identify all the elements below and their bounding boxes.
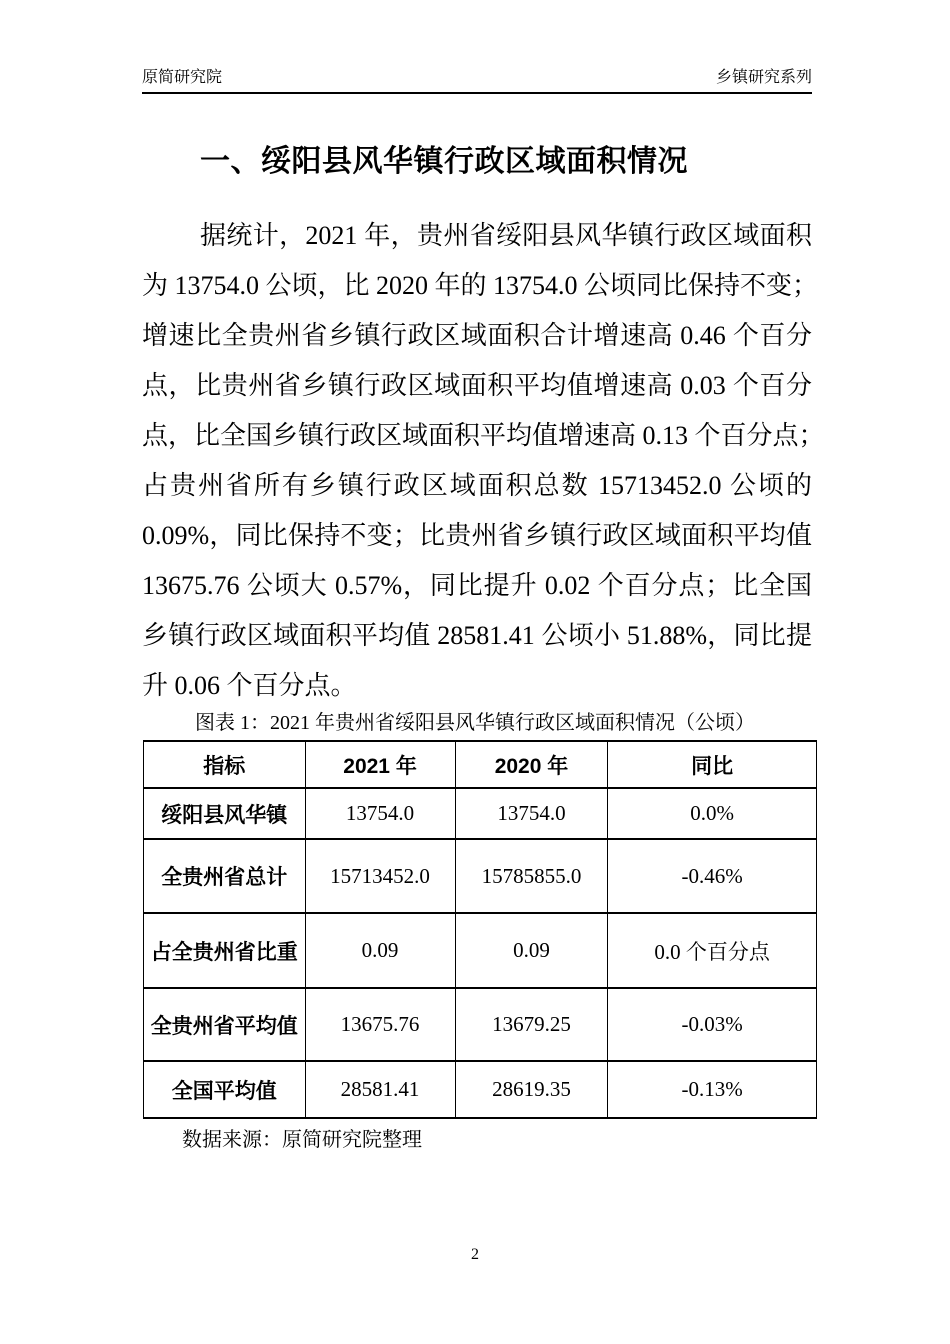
row-label: 全国平均值 [144,1061,306,1118]
paragraph-line: 为 13754.0 公顷，比 2020 年的 13754.0 公顷同比保持不变； [142,271,819,300]
cell-value-2021: 15713452.0 [305,839,455,913]
row-label: 全贵州省总计 [144,839,306,913]
table-row [144,913,817,988]
cell-value-2020: 15785855.0 [455,839,608,913]
table-row [144,988,817,1061]
paragraph-line: 点，比贵州省乡镇行政区域面积平均值增速高 0.03 个百分 [142,371,812,400]
section-title: 一、绥阳县风华镇行政区域面积情况 [200,145,688,178]
row-label: 占全贵州省比重 [144,913,306,988]
cell-value-2020: 13679.25 [455,988,608,1061]
running-header [142,64,812,94]
col-header-2021: 2021 年 [305,741,455,788]
page-number: 2 [471,1246,479,1263]
body-paragraph [142,211,825,711]
paragraph-line: 占贵州省所有乡镇行政区域面积总数 15713452.0 公顷的 [142,471,812,500]
cell-value-yoy: -0.46% [608,839,817,913]
paragraph-line: 0.09%，同比保持不变；比贵州省乡镇行政区域面积平均值 [142,521,812,550]
table-row [144,1061,817,1118]
paragraph-line: 13675.76 公顷大 0.57%，同比提升 0.02 个百分点；比全国 [142,571,812,600]
table-container [143,740,817,1119]
cell-value-2020: 13754.0 [455,788,608,839]
paragraph-line: 点，比全国乡镇行政区域面积平均值增速高 0.13 个百分点； [142,421,825,450]
cell-value-2020: 0.09 [455,913,608,988]
paragraph-line: 乡镇行政区域面积平均值 28581.41 公顷小 51.88%，同比提 [142,621,812,650]
table-caption: 图表 1：2021 年贵州省绥阳县风华镇行政区域面积情况（公顷） [195,712,755,734]
row-label: 全贵州省平均值 [144,988,306,1061]
data-table [143,740,817,1119]
paragraph-line: 增速比全贵州省乡镇行政区域面积合计增速高 0.46 个百分 [142,321,812,350]
data-source-note: 数据来源：原简研究院整理 [182,1129,422,1151]
header-right-text: 乡镇研究系列 [715,69,812,86]
paragraph-line: 据统计，2021 年，贵州省绥阳县风华镇行政区域面积 [200,221,812,250]
table-header-row [144,741,817,788]
cell-value-yoy: 0.0% [608,788,817,839]
header-left-text: 原简研究院 [142,69,223,86]
table-row [144,788,817,839]
col-header-yoy: 同比 [608,741,817,788]
row-label: 绥阳县风华镇 [144,788,306,839]
cell-value-yoy: -0.03% [608,988,817,1061]
table-row [144,839,817,913]
paragraph-line: 升 0.06 个百分点。 [142,671,357,700]
cell-value-2020: 28619.35 [455,1061,608,1118]
cell-value-2021: 13754.0 [305,788,455,839]
cell-value-2021: 13675.76 [305,988,455,1061]
col-header-indicator: 指标 [144,741,306,788]
col-header-2020: 2020 年 [455,741,608,788]
cell-value-2021: 28581.41 [305,1061,455,1118]
cell-value-yoy: 0.0 个百分点 [608,913,817,988]
cell-value-yoy: -0.13% [608,1061,817,1118]
cell-value-2021: 0.09 [305,913,455,988]
